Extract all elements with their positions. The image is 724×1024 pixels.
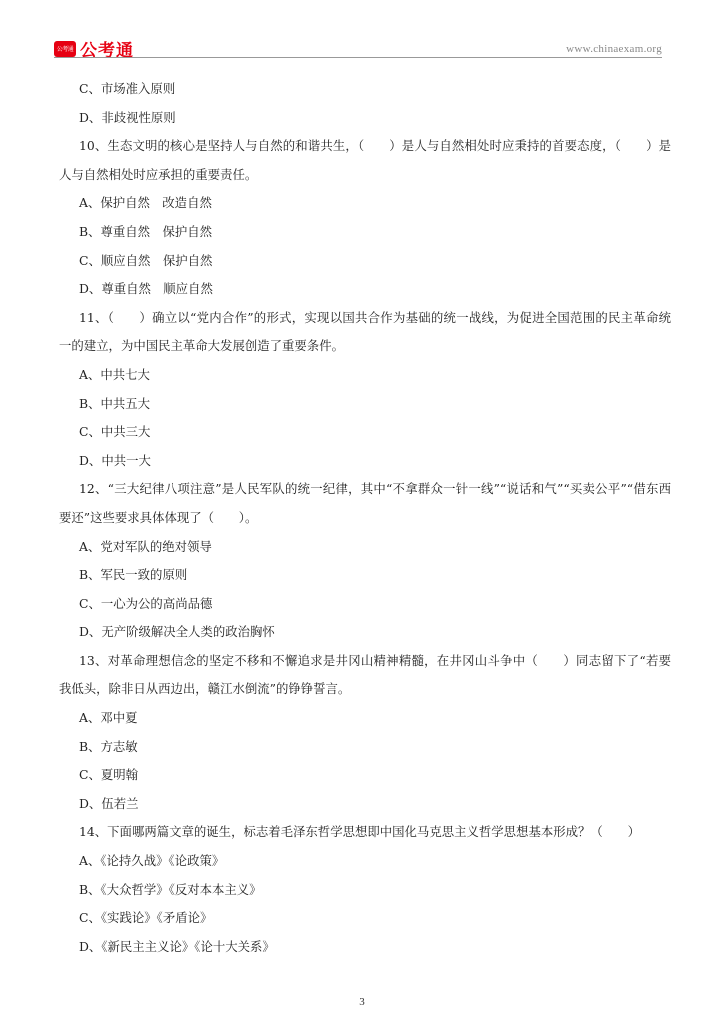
answer-option: D、伍若兰 (79, 795, 139, 811)
answer-option: B、方志敏 (79, 738, 138, 754)
answer-option: C、中共三大 (79, 424, 151, 440)
document-body (59, 75, 671, 961)
logo-badge-icon: 公考通 (54, 41, 76, 57)
question-text: 13、对革命理想信念的坚定不移和不懈追求是井冈山精神精髓，在井冈山斗争中（ ）同志留下了“若要我低头，除非日从西边出，赣江水倒流”的铮铮誓言。 (59, 652, 671, 697)
answer-option: A、保护自然 改造自然 (79, 195, 212, 211)
answer-option: D、《新民主主义论》《论十大关系》 (79, 938, 275, 954)
answer-option: C、市场准入原则 (79, 81, 176, 96)
answer-option: A、《论持久战》《论政策》 (79, 853, 225, 869)
answer-option: C、一心为公的高尚品德 (79, 595, 213, 611)
answer-option: A、中共七大 (79, 366, 150, 382)
answer-option: B、中共五大 (79, 395, 151, 411)
answer-option: A、邓中夏 (79, 710, 138, 726)
question-text: 14、下面哪两篇文章的诞生，标志着毛泽东哲学思想即中国化马克思主义哲学思想基本形成？（ ） (79, 824, 640, 840)
question-text: 10、生态文明的核心是坚持人与自然的和谐共生，（ ）是人与自然相处时应秉持的首要态度，（ ）是人与自然相处时应承担的重要责任。 (59, 138, 671, 182)
site-url: www.chinaexam.org (566, 43, 662, 55)
header-divider (54, 57, 662, 58)
question-text: 12、“三大纪律八项注意”是人民军队的统一纪律，其中“不拿群众一针一线”“说话和气”“买卖公平”“借东西要还”这些要求具体体现了（ ）。 (59, 481, 671, 525)
answer-option: D、尊重自然 顺应自然 (79, 281, 213, 297)
answer-option: C、夏明翰 (79, 767, 139, 783)
question-text: 11、（ ）确立以“党内合作”的形式，实现以国共合作为基础的统一战线，为促进全国范围的民主革命统一的建立，为中国民主革命大发展创造了重要条件。 (59, 309, 671, 354)
answer-option: D、中共一大 (79, 452, 151, 468)
answer-option: B、军民一致的原则 (79, 567, 188, 583)
answer-option: D、非歧视性原则 (79, 109, 176, 125)
answer-option: D、无产阶级解决全人类的政治胸怀 (79, 624, 275, 640)
page-number: 3 (359, 996, 365, 1008)
page-header (0, 0, 724, 62)
logo-text: 公考通 (80, 41, 134, 61)
answer-option: A、党对军队的绝对领导 (79, 538, 212, 554)
answer-option: B、尊重自然 保护自然 (79, 223, 213, 239)
answer-option: C、《实践论》《矛盾论》 (79, 910, 213, 926)
answer-option: B、《大众哲学》《反对本本主义》 (79, 881, 262, 897)
answer-option: C、顺应自然 保护自然 (79, 252, 213, 268)
